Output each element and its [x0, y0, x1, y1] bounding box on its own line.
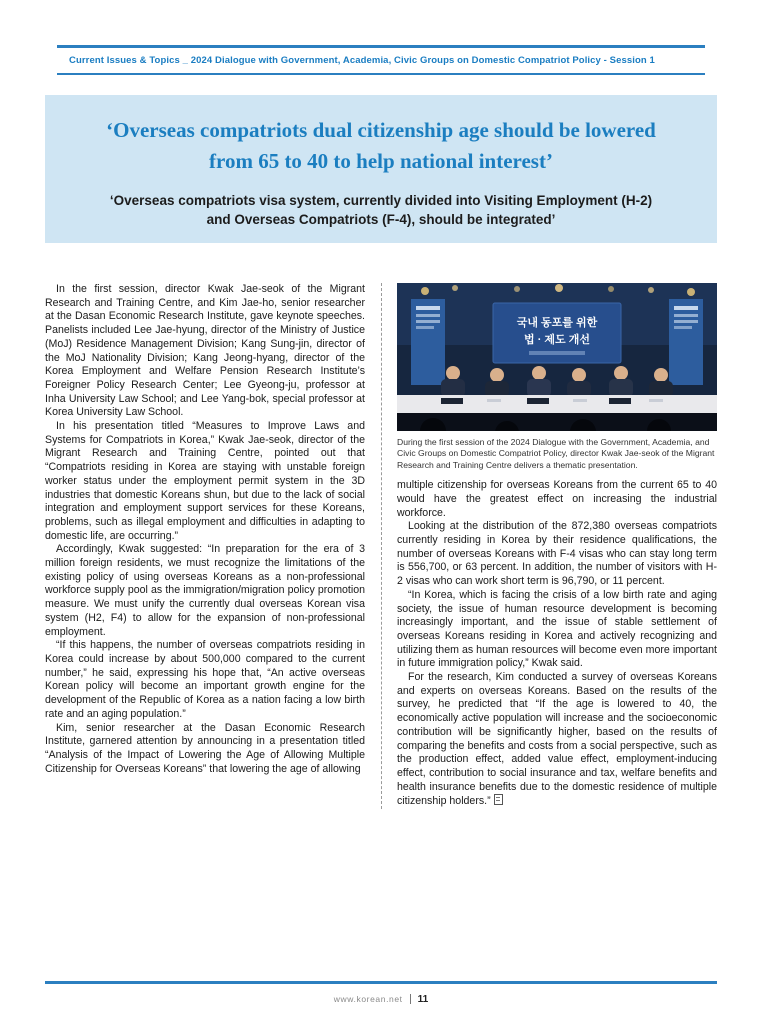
footer-rule [45, 981, 717, 984]
presentation-screen [493, 303, 621, 363]
head-table [397, 395, 717, 413]
article-title-line1: ‘Overseas compatriots dual citizenship age should be lowered [106, 118, 656, 142]
page-footer [0, 994, 762, 1005]
paragraph: In his presentation titled “Measures to Improve Laws and Systems for Compatriots in Korea,” Kwak Jae-seok, director of the Migrant Research and Training Centre, pointed out that “Compatriots residing in Korea are staying with unstable foreign worker status under the employment permit system in the 3D industries that domestic Koreans shun, but due to the lack of social integration and employment support services for these Koreans, problems, such as illegal employment and difficulties in adapting to domestic life, are occurring.” [45, 420, 365, 542]
paragraph [397, 671, 717, 809]
article-left-column [45, 283, 365, 809]
photo-caption: During the first session of the 2024 Dialogue with the Government, Academia, and Civic Groups on Domestic Compatriot Policy, director Kwak Jae-seok of the Migrant Research and Training Centre delivers a thematic presentation. [397, 437, 715, 470]
conference-photo [397, 283, 717, 471]
paragraph: In the first session, director Kwak Jae-seok of the Migrant Research and Training Centre, and Kim Jae-ho, senior researcher at the Dasan Economic Research Institute, gave keynote speeches. Panelists included Lee Jae-hyung, director of the Ministry of Justice (MoJ) Residence Management Division; Kang Sung-jin, director of the MoJ Nationality Division; Kang Jeong-hyang, director of the Korea Employment and Welfare Pension Research Institute’s Foreigner Policy Research Center; Lee Gyeong-ju, professor at Inha University Law School; and Lee Yang-bok, special professor at Korea University Law School. [45, 283, 365, 419]
right-banner-icon [669, 299, 703, 385]
paragraph: “If this happens, the number of overseas compatriots residing in Korea could increase by about 500,000 compared to the current number,” he said, expressing his hope that, “An active overseas Korean policy will become an important growth engine for the development of the Republic of Korea as a nation facing a low birth rate and an aging population.” [45, 639, 365, 720]
conference-photo-image [397, 283, 717, 431]
footer-divider [410, 994, 411, 1004]
article-title [45, 115, 717, 177]
paragraph: “In Korea, which is facing the crisis of a low birth rate and aging society, the issue of human resource development is becoming increasingly important, and the issue of stable settlement of overseas Koreans residing in Korea and actively recognizing and utilizing them as human resources will become even more important in future immigration policy,” Kwak said. [397, 588, 717, 670]
page-number: 11 [417, 994, 429, 1005]
footer-site-text: www.korean.net [333, 994, 403, 1004]
headline-box [45, 95, 717, 243]
paragraph: Accordingly, Kwak suggested: “In preparation for the era of 3 million foreign residents, we must recognize the limitations of the existing policy of using overseas Koreans as a non-professional workforce supply pool as the immigration/migration policy promotion measure. We must unify the currently dual overseas Korean visa system (H2, F4) to allow for the expansion of non-professional employment. [45, 543, 365, 638]
section-header-text: Current Issues & Topics _ 2024 Dialogue with Government, Academia, Civic Groups on Domestic Compatriot Policy - Session 1 [69, 55, 655, 66]
paragraph: Kim, senior researcher at the Dasan Economic Research Institute, garnered attention by announcing in a presentation titled “Analysis of the Impact of Lowering the Age of Allowing Multiple Citizenship for Overseas Koreans” that lowering the age of allowing [45, 721, 365, 775]
paragraph: Looking at the distribution of the 872,380 overseas compatriots currently residing in Korea by their residence qualifications, the number of overseas Koreans with F-4 visas who can stay long term is 556,700, or 63 percent. In addition, the number of visitors with H-2 visas who can work short term is 96,790, or 11 percent. [397, 520, 717, 588]
left-banner-icon [411, 299, 445, 385]
article-title-line2: from 65 to 40 to help national interest’ [209, 149, 553, 173]
paragraph-text: For the research, Kim conducted a survey of overseas Koreans and experts on overseas Koreans. Based on the results of the survey, he predicted that “If the age is lowered to 40, the economically active population will increase and the socioeconomic contribution will be significantly higher, based on the results of comparing the benefits and costs from a social perspective, such as the production effect, added value effect, employment-inducing effect, contribution to social insurance and tax, welfare benefits and health insurance benefits due to the domestic residence of multiple citizenship holders.” [397, 671, 717, 808]
screen-text-line2: 법 · 제도 개선 [524, 334, 590, 346]
section-header [57, 45, 705, 75]
article-body [45, 283, 717, 809]
paragraph: multiple citizenship for overseas Koreans from the current 65 to 40 would have the greatest effect on increasing the industrial workforce. [397, 479, 717, 519]
screen-text-line1: 국내 동포를 위한 [516, 317, 598, 329]
column-divider [381, 283, 382, 809]
article-end-mark-icon [494, 794, 503, 805]
article-subtitle: ‘Overseas compatriots visa system, currently divided into Visiting Employment (H-2) and Overseas Compatriots (F-4), should be integrated’ [109, 193, 653, 227]
article-right-column [397, 283, 717, 809]
audience-silhouettes-icon [397, 413, 717, 431]
